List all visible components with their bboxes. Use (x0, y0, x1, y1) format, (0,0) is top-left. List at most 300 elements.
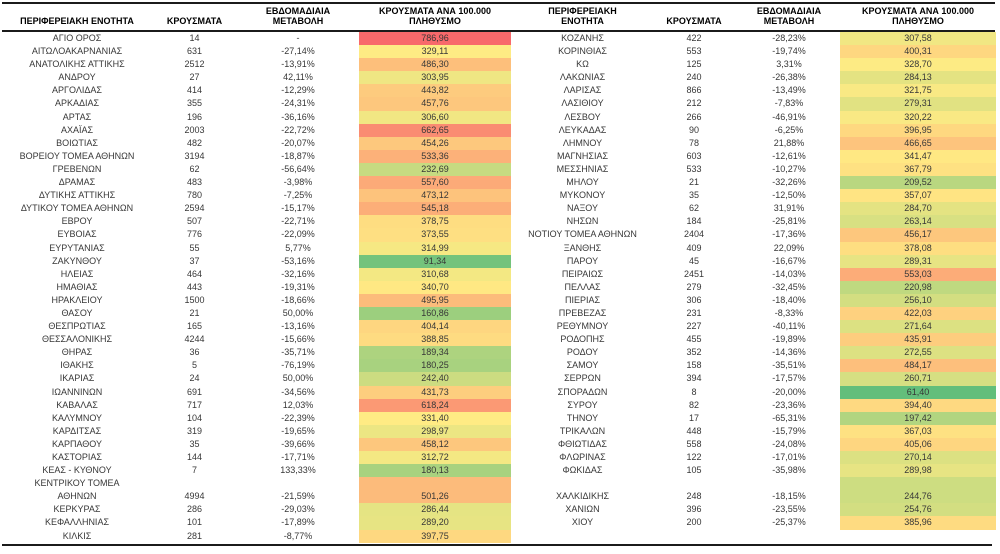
weekly-change-cell: -32,16% (281, 268, 315, 279)
table-row (2, 58, 511, 71)
table-row (2, 163, 511, 176)
region-cell: ΣΑΜΟΥ (566, 360, 599, 371)
cases-cell: 144 (186, 452, 203, 462)
weekly-change-cell: -18,40% (772, 294, 806, 305)
cases-cell: 483 (186, 177, 203, 188)
weekly-change-cell: -17,36% (772, 229, 806, 240)
rate-per-100k-cell: 232,69 (359, 163, 511, 176)
cases-cell: 448 (686, 425, 702, 436)
cases-cell: 455 (686, 334, 702, 345)
weekly-change-cell: -32,45% (772, 281, 806, 292)
table-row (2, 97, 511, 110)
column-header-weekly-change: ΕΒΔΟΜΑΔΙΑΙΑ ΜΕΤΑΒΟΛΗ (265, 5, 331, 27)
rate-per-100k-cell: 314,99 (359, 242, 511, 255)
rate-per-100k-cell: 458,12 (359, 438, 511, 451)
table-row (2, 84, 511, 97)
weekly-change-cell: -56,64% (281, 163, 315, 174)
weekly-change-cell: -15,66% (281, 334, 315, 345)
table-row (515, 425, 996, 438)
rate-per-100k-cell: 244,76 (840, 477, 996, 503)
rate-per-100k-cell: 486,30 (359, 58, 511, 71)
weekly-change-cell: -13,91% (281, 59, 315, 70)
region-cell: ΚΟΖΑΝΗΣ (561, 33, 604, 43)
region-cell: ΑΧΑΪΑΣ (60, 124, 94, 135)
rate-per-100k-cell: 270,14 (840, 451, 996, 464)
table-row (2, 516, 511, 529)
cases-cell: 409 (686, 242, 702, 253)
table-row (515, 307, 996, 320)
region-cell (2, 477, 152, 503)
cases-cell: 125 (686, 59, 702, 70)
region-cell: ΡΟΔΟΥ (566, 347, 599, 358)
cases-cell: 464 (186, 268, 203, 279)
weekly-change-cell: -7,25% (283, 190, 313, 201)
rate-per-100k-cell: 340,70 (359, 281, 511, 294)
table-row (515, 45, 996, 58)
weekly-change-cell: -19,74% (772, 46, 806, 57)
region-cell: ΗΜΑΘΙΑΣ (56, 281, 98, 292)
table-row (2, 32, 511, 45)
cases-cell: 212 (686, 98, 702, 109)
weekly-change-cell: -16,67% (772, 255, 806, 266)
weekly-change-cell: -13,49% (772, 85, 806, 96)
table-row (515, 255, 996, 268)
cases-cell: 717 (186, 399, 203, 410)
table-row (2, 333, 511, 346)
rate-per-100k-cell: 271,64 (840, 320, 996, 333)
weekly-change-cell: -25,81% (772, 216, 806, 227)
table-row (515, 346, 996, 359)
rate-per-100k-cell: 220,98 (840, 281, 996, 294)
region-cell: ΑΝΔΡΟΥ (58, 72, 96, 83)
table-row (2, 372, 511, 385)
weekly-change-cell: -21,59% (281, 491, 315, 502)
rate-per-100k-cell: 260,71 (840, 372, 996, 385)
cases-cell: 776 (186, 229, 203, 240)
rate-per-100k-cell: 373,55 (359, 228, 511, 241)
cases-cell: 355 (186, 98, 203, 109)
table-row (515, 124, 996, 137)
rate-per-100k-cell: 303,95 (359, 71, 511, 84)
cases-cell: 4994 (184, 491, 205, 502)
cases-cell: 62 (189, 163, 200, 174)
region-cell: ΗΛΕΙΑΣ (60, 268, 94, 279)
weekly-change-cell: -19,31% (281, 281, 315, 292)
table-row (515, 438, 996, 451)
table-row (2, 45, 511, 58)
regional-table-right (515, 4, 996, 530)
table-row (515, 150, 996, 163)
weekly-change-cell: -15,17% (281, 203, 315, 214)
table-row (515, 163, 996, 176)
rate-per-100k-cell: 786,96 (359, 32, 511, 45)
region-cell: ΚΑΒΑΛΑΣ (56, 399, 98, 410)
rate-per-100k-cell: 61,40 (840, 386, 996, 399)
cases-cell: 24 (189, 373, 200, 384)
table-row (515, 281, 996, 294)
weekly-change-cell: -12,29% (281, 85, 315, 96)
table-row (2, 71, 511, 84)
weekly-change-cell: -23,55% (772, 504, 806, 515)
column-header-rate-per-100k: ΚΡΟΥΣΜΑΤΑ ΑΝΑ 100.000 ΠΛΗΘΥΣΜΟ (862, 5, 974, 27)
rate-per-100k-cell: 256,10 (840, 294, 996, 307)
cases-cell: 122 (686, 452, 702, 462)
table-row (2, 464, 511, 477)
rate-per-100k-cell: 298,97 (359, 425, 511, 438)
cases-cell: 184 (686, 216, 702, 227)
region-cell: ΡΕΘΥΜΝΟΥ (556, 321, 609, 332)
region-cell: ΛΑΡΙΣΑΣ (563, 85, 602, 96)
region-cell: ΔΥΤΙΚΗΣ ΑΤΤΙΚΗΣ (38, 190, 116, 201)
rate-per-100k-cell: 404,14 (359, 320, 511, 333)
table-row (2, 255, 511, 268)
region-cell: ΛΕΣΒΟΥ (564, 111, 601, 122)
cases-cell: 443 (186, 281, 203, 292)
cases-cell: 866 (686, 85, 702, 96)
table-row (2, 202, 511, 215)
weekly-change-cell: 50,00% (282, 373, 314, 384)
rate-per-100k-cell: 209,52 (840, 176, 996, 189)
cases-cell: 62 (688, 203, 699, 214)
weekly-change-cell: -19,89% (772, 334, 806, 345)
rate-per-100k-cell: 456,17 (840, 228, 996, 241)
weekly-change-cell: -24,08% (772, 438, 806, 449)
cases-cell: 319 (186, 425, 203, 436)
table-row (515, 202, 996, 215)
table-row (515, 451, 996, 464)
cases-cell: 14 (189, 33, 200, 43)
region-cell: ΚΕΑΣ - ΚΥΘΝΟΥ (42, 465, 112, 476)
cases-cell: 165 (186, 321, 203, 332)
rate-per-100k-cell: 400,31 (840, 45, 996, 58)
weekly-change-cell: -19,65% (281, 425, 315, 436)
cases-cell: 4244 (184, 334, 205, 345)
weekly-change-cell: 133,33% (280, 465, 316, 476)
table-row (515, 412, 996, 425)
rate-per-100k-cell: 533,36 (359, 150, 511, 163)
table-row (2, 150, 511, 163)
table-row (2, 359, 511, 372)
table-row (2, 137, 511, 150)
rate-per-100k-cell: 289,98 (840, 464, 996, 477)
table-row (515, 503, 996, 516)
region-cell: ΘΕΣΣΑΛΟΝΙΚΗΣ (41, 334, 113, 345)
cases-cell: 101 (186, 517, 203, 528)
rate-per-100k-cell: 289,31 (840, 255, 996, 268)
cases-cell: 200 (686, 517, 702, 528)
rate-per-100k-cell: 388,85 (359, 333, 511, 346)
cases-cell: 248 (686, 491, 702, 502)
weekly-change-cell: -18,87% (281, 150, 315, 161)
column-header-weekly-change: ΕΒΔΟΜΑΔΙΑΙΑ ΜΕΤΑΒΟΛΗ (756, 5, 822, 27)
cases-cell: 82 (688, 399, 699, 410)
region-cell: ΑΙΤΩΛΟΑΚΑΡΝΑΝΙΑΣ (31, 46, 123, 57)
region-cell: ΠΑΡΟΥ (566, 255, 599, 266)
cases-cell: 306 (686, 294, 702, 305)
region-cell: ΣΥΡΟΥ (567, 399, 598, 410)
table-row (2, 307, 511, 320)
weekly-change-cell: -12,50% (772, 190, 806, 201)
cases-cell: 2003 (184, 124, 205, 135)
column-header-rate-per-100k: ΚΡΟΥΣΜΑΤΑ ΑΝΑ 100.000 ΠΛΗΘΥΣΜΟ (379, 5, 491, 27)
rate-per-100k-cell: 160,86 (359, 307, 511, 320)
weekly-change-cell: -14,03% (772, 268, 806, 279)
region-cell: ΚΑΣΤΟΡΙΑΣ (52, 452, 102, 462)
region-cell: ΛΑΚΩΝΙΑΣ (559, 72, 606, 83)
rate-per-100k-cell: 396,95 (840, 124, 996, 137)
region-cell: ΤΗΝΟΥ (566, 412, 599, 423)
weekly-change-cell: -6,25% (774, 124, 804, 135)
rate-per-100k-cell: 329,11 (359, 45, 511, 58)
table-row (515, 189, 996, 202)
weekly-change-cell: -24,31% (281, 98, 315, 109)
cases-cell: 240 (686, 72, 702, 83)
region-cell: ΜΥΚΟΝΟΥ (559, 190, 606, 201)
rate-per-100k-cell: 286,44 (359, 503, 511, 516)
cases-cell: 37 (189, 255, 200, 266)
rate-per-100k-cell: 473,12 (359, 189, 511, 202)
region-name-line: ΑΘΗΝΩΝ (57, 491, 97, 502)
table-row (2, 176, 511, 189)
cases-cell: 266 (686, 111, 702, 122)
rate-per-100k-cell: 284,70 (840, 202, 996, 215)
region-name-line: ΚΕΝΤΡΙΚΟΥ ΤΟΜΕΑ (34, 478, 120, 489)
table-row (2, 503, 511, 516)
rate-per-100k-cell: 312,72 (359, 451, 511, 464)
region-cell: ΕΒΡΟΥ (61, 216, 93, 227)
region-name-line: ΧΑΛΚΙΔΙΚΗΣ (555, 491, 610, 502)
table-row (515, 333, 996, 346)
rate-per-100k-cell: 466,65 (840, 137, 996, 150)
region-cell: ΑΡΤΑΣ (62, 111, 92, 122)
cases-cell: 5 (191, 360, 197, 371)
region-cell: ΦΩΚΙΔΑΣ (562, 465, 603, 476)
cases-cell: 1500 (184, 294, 205, 305)
weekly-change-cell: -17,01% (772, 452, 806, 462)
region-cell: ΧΙΟΥ (571, 517, 594, 528)
rate-per-100k-cell: 422,03 (840, 307, 996, 320)
weekly-change-cell: -12,61% (772, 150, 806, 161)
region-cell: ΞΑΝΘΗΣ (563, 242, 602, 253)
cases-cell: 2451 (683, 268, 705, 279)
region-cell: ΝΗΣΩΝ (566, 216, 599, 227)
table-row (2, 189, 511, 202)
weekly-change-cell: -36,16% (281, 111, 315, 122)
table-row (2, 281, 511, 294)
rate-per-100k-cell: 310,68 (359, 268, 511, 281)
rate-per-100k-cell: 321,75 (840, 84, 996, 97)
column-header-region: ΠΕΡΙΦΕΡΕΙΑΚΗ ΕΝΟΤΗΤΑ (548, 5, 617, 27)
weekly-change-cell: -20,00% (772, 386, 806, 397)
weekly-change-cell: 21,88% (773, 137, 805, 148)
weekly-change-cell: -22,39% (281, 412, 315, 423)
rate-per-100k-cell: 180,13 (359, 464, 511, 477)
cases-cell: 780 (186, 190, 203, 201)
region-cell: ΚΙΛΚΙΣ (62, 530, 92, 541)
weekly-change-cell: 31,91% (773, 203, 805, 214)
region-cell: ΔΡΑΜΑΣ (58, 177, 96, 188)
table-row (515, 97, 996, 110)
cases-cell: 17 (688, 412, 699, 423)
region-cell (515, 477, 650, 503)
cases-cell: 2404 (683, 229, 705, 240)
weekly-change-cell: 42,11% (283, 72, 313, 83)
weekly-change-cell: 22,09% (773, 242, 805, 253)
rate-per-100k-cell: 443,82 (359, 84, 511, 97)
cases-cell: 45 (688, 255, 699, 266)
rate-per-100k-cell: 289,20 (359, 516, 511, 529)
region-cell: ΛΕΥΚΑΔΑΣ (558, 124, 607, 135)
weekly-change-cell: -29,03% (281, 504, 315, 515)
table-row (515, 32, 996, 45)
cases-cell: 422 (686, 33, 702, 43)
table-row (2, 228, 511, 241)
region-cell: ΙΩΑΝΝΙΝΩΝ (51, 386, 103, 397)
cases-cell: 196 (186, 111, 203, 122)
region-cell: ΛΑΣΙΘΙΟΥ (561, 98, 604, 109)
region-cell: ΘΑΣΟΥ (61, 307, 93, 318)
cases-cell: 21 (189, 307, 200, 318)
weekly-change-cell: -34,56% (281, 386, 315, 397)
rate-per-100k-cell: 263,14 (840, 215, 996, 228)
rate-per-100k-cell: 484,17 (840, 359, 996, 372)
table-row (2, 386, 511, 399)
regional-table-left (2, 4, 511, 543)
region-cell: ΙΚΑΡΙΑΣ (59, 373, 95, 384)
table-row (515, 58, 996, 71)
table-row (2, 425, 511, 438)
weekly-change-cell: -7,83% (774, 98, 804, 109)
table-row (2, 451, 511, 464)
cases-cell: 104 (186, 412, 203, 423)
region-cell: ΕΥΡΥΤΑΝΙΑΣ (49, 242, 105, 253)
table-row (515, 242, 996, 255)
region-cell: ΝΑΞΟΥ (566, 203, 599, 214)
table-row (515, 215, 996, 228)
weekly-change-cell: -8,77% (283, 530, 313, 541)
cases-cell: 55 (189, 242, 200, 253)
rate-per-100k-cell: 180,25 (359, 359, 511, 372)
rate-per-100k-cell: 189,34 (359, 346, 511, 359)
region-cell: ΧΑΝΙΩΝ (565, 504, 600, 515)
region-cell: ΚΕΦΑΛΛΗΝΙΑΣ (44, 517, 110, 528)
region-cell: ΛΗΜΝΟΥ (562, 137, 603, 148)
weekly-change-cell: -17,57% (772, 373, 806, 384)
table-row (515, 464, 996, 477)
region-cell: ΦΛΩΡΙΝΑΣ (559, 452, 606, 462)
cases-cell: 553 (686, 46, 702, 57)
cases-cell: 352 (686, 347, 702, 358)
region-cell: ΔΥΤΙΚΟΥ ΤΟΜΕΑ ΑΘΗΝΩΝ (20, 203, 134, 214)
cases-cell: 631 (186, 46, 203, 57)
rate-per-100k-cell: 553,03 (840, 268, 996, 281)
weekly-change-cell: -18,66% (281, 294, 315, 305)
region-cell: ΠΕΙΡΑΙΩΣ (561, 268, 604, 279)
table-row (2, 294, 511, 307)
rate-per-100k-cell: 557,60 (359, 176, 511, 189)
cases-cell: 35 (688, 190, 699, 201)
weekly-change-cell: -27,14% (281, 46, 315, 57)
weekly-change-cell: -53,16% (281, 255, 315, 266)
rate-per-100k-cell: 328,70 (840, 58, 996, 71)
weekly-change-cell: -25,37% (772, 517, 806, 528)
region-cell: ΚΑΡΠΑΘΟΥ (51, 438, 103, 449)
table-row (515, 111, 996, 124)
rate-per-100k-cell: 405,06 (840, 438, 996, 451)
cases-cell: 8 (691, 386, 697, 397)
table-row (515, 137, 996, 150)
table-row (515, 268, 996, 281)
region-cell: ΓΡΕΒΕΝΩΝ (52, 163, 102, 174)
weekly-change-cell: 3,31% (776, 59, 802, 70)
weekly-change-cell: -18,15% (772, 491, 806, 502)
cases-cell: 27 (189, 72, 200, 83)
cases-cell: 105 (686, 465, 702, 476)
region-cell: ΘΕΣΠΡΩΤΙΑΣ (48, 321, 106, 332)
weekly-change-cell: -15,79% (772, 425, 806, 436)
rate-per-100k-cell: 662,65 (359, 124, 511, 137)
weekly-change-cell: -10,27% (772, 163, 806, 174)
region-cell: ΣΕΡΡΩΝ (564, 373, 601, 384)
region-cell: ΚΟΡΙΝΘΙΑΣ (558, 46, 607, 57)
table-row (2, 268, 511, 281)
weekly-change-cell: -23,36% (772, 399, 806, 410)
cases-cell: 414 (186, 85, 203, 96)
region-cell: ΚΕΡΚΥΡΑΣ (53, 504, 101, 515)
weekly-change-cell: -22,72% (281, 124, 315, 135)
region-cell: ΠΙΕΡΙΑΣ (564, 294, 601, 305)
region-cell: ΤΡΙΚΑΛΩΝ (559, 425, 606, 436)
region-name-line (515, 477, 650, 490)
cases-cell: 533 (686, 163, 702, 174)
weekly-change-cell: -40,11% (772, 321, 806, 332)
table-row (515, 294, 996, 307)
table-row (2, 320, 511, 333)
cases-cell: 36 (189, 347, 200, 358)
rate-per-100k-cell: 197,42 (840, 412, 996, 425)
weekly-change-cell: 50,00% (282, 307, 314, 318)
table-row (515, 399, 996, 412)
rate-per-100k-cell: 331,40 (359, 412, 511, 425)
table-row (515, 386, 996, 399)
region-cell: ΜΑΓΝΗΣΙΑΣ (556, 150, 609, 161)
table-row (2, 412, 511, 425)
weekly-change-cell: 12,03% (282, 399, 314, 410)
cases-cell: 279 (686, 281, 702, 292)
table-row (2, 346, 511, 359)
table-row (515, 84, 996, 97)
weekly-change-cell: -8,33% (774, 307, 804, 318)
bottom-border (2, 544, 992, 546)
table-row (2, 530, 511, 543)
region-cell: ΣΠΟΡΑΔΩΝ (557, 386, 608, 397)
region-cell: ΑΡΚΑΔΙΑΣ (54, 98, 100, 109)
rate-per-100k-cell: 367,79 (840, 163, 996, 176)
table-row (515, 228, 996, 241)
weekly-change-cell: -13,16% (281, 321, 315, 332)
table-body-left (2, 32, 511, 543)
table-header (515, 4, 996, 30)
table-header (2, 4, 511, 30)
weekly-change-cell: -20,07% (281, 137, 315, 148)
rate-per-100k-cell: 385,96 (840, 516, 996, 529)
region-cell: ΖΑΚΥΝΘΟΥ (52, 255, 102, 266)
table-row (515, 516, 996, 529)
rate-per-100k-cell: 394,40 (840, 399, 996, 412)
weekly-change-cell: -26,38% (772, 72, 806, 83)
cases-cell: 482 (186, 137, 203, 148)
weekly-change-cell: -28,23% (772, 33, 806, 43)
